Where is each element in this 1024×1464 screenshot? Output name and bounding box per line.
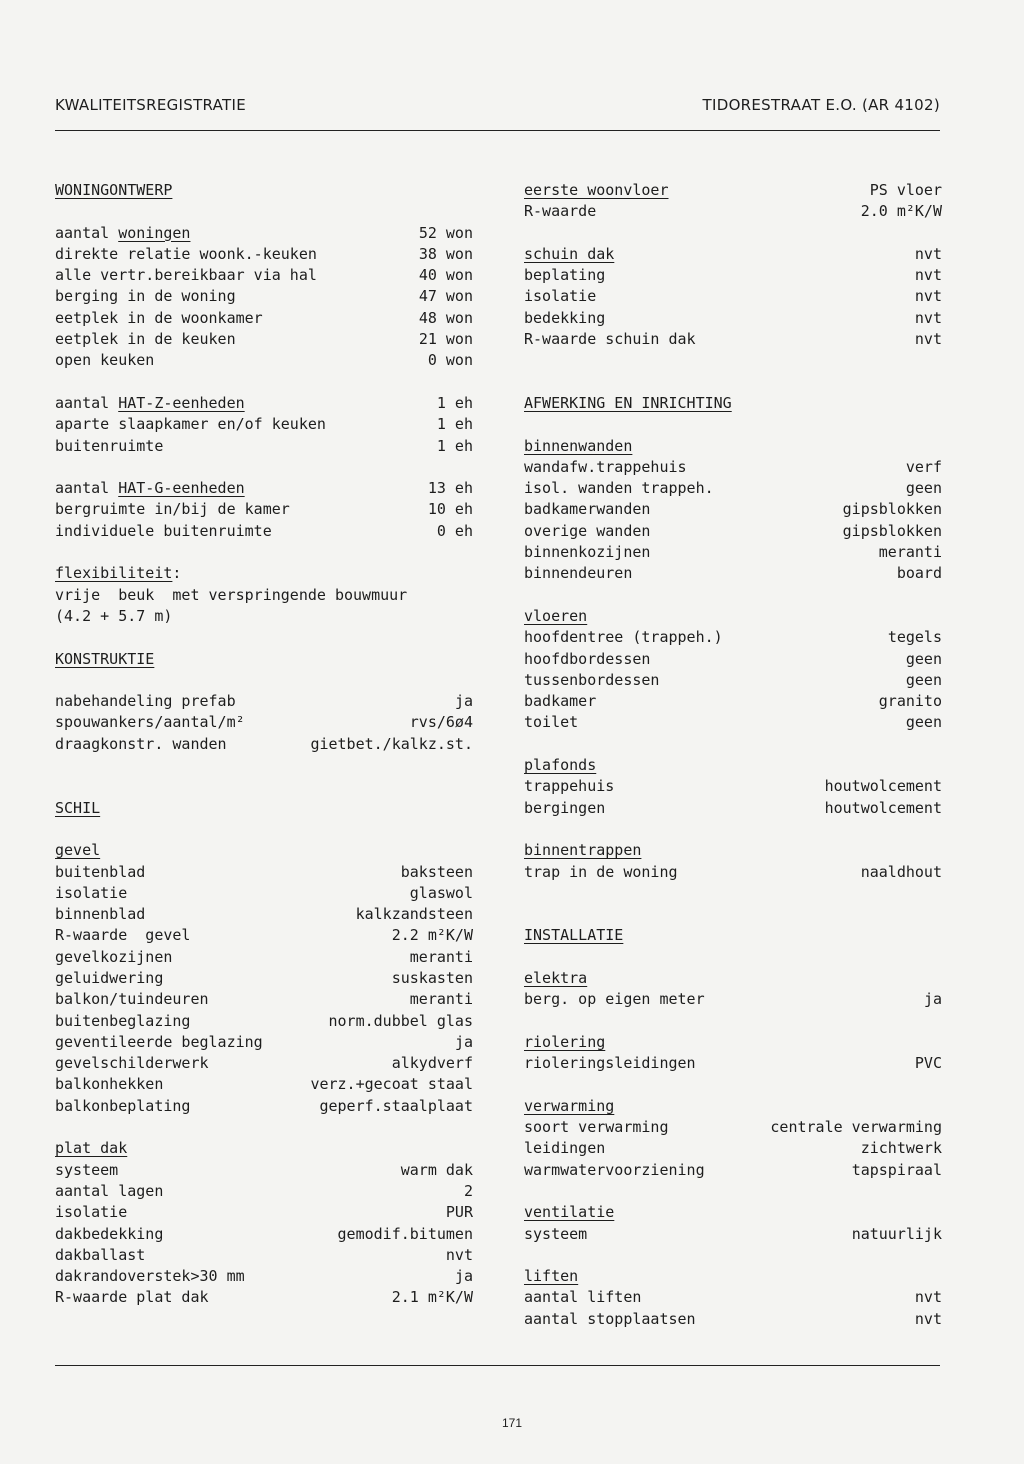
list-item: buitenruimte 1 eh [55, 436, 473, 455]
list-item: aantal lagen 2 [55, 1181, 473, 1200]
list-item: hoofdbordessen geen [524, 649, 942, 668]
list-item: rioleringsleidingen PVC [524, 1054, 942, 1073]
list-item: isol. wanden trappeh. geen [524, 479, 942, 498]
list-item: badkamer granito [524, 692, 942, 711]
list-item: aantal liften nvt [524, 1288, 942, 1307]
list-item: gevelschilderwerk alkydverf [55, 1054, 473, 1073]
list-item: tussenbordessen geen [524, 670, 942, 689]
list-item: binnenblad kalkzandsteen [55, 905, 473, 924]
section-title-schil: SCHIL [55, 798, 101, 817]
subsection-title-liften: liften [524, 1267, 579, 1286]
list-item: R-waarde 2.0 m²K/W [524, 202, 942, 221]
list-item: bergingen houtwolcement [524, 798, 942, 817]
list-item: berging in de woning 47 won [55, 287, 473, 306]
list-item: aantal HAT-Z-eenheden 1 eh [55, 393, 473, 412]
section-title-eerste-woonvloer: eerste woonvloer PS vloer [524, 181, 942, 199]
list-item: dakballast nvt [55, 1245, 473, 1264]
section-title-schuin-dak: schuin dak nvt [524, 244, 942, 263]
list-item: geventileerde beglazing ja [55, 1032, 473, 1051]
list-item: R-waarde gevel 2.2 m²K/W [55, 926, 473, 945]
subsection-title-plafonds: plafonds [524, 756, 597, 775]
list-item: eetplek in de keuken 21 won [55, 330, 473, 349]
bottom-rule [55, 1365, 940, 1366]
list-item: hoofdentree (trappeh.) tegels [524, 628, 942, 647]
list-item: R-waarde schuin dak nvt [524, 330, 942, 349]
list-item: systeem warm dak [55, 1160, 473, 1179]
flex-line-1: vrije beuk met verspringende bouwmuur [55, 585, 408, 604]
list-item: dakrandoverstek>30 mm ja [55, 1267, 473, 1286]
section-title-afwerking: AFWERKING EN INRICHTING [524, 393, 732, 412]
list-item: systeem natuurlijk [524, 1224, 942, 1243]
list-item: aantal HAT-G-eenheden 13 eh [55, 479, 473, 498]
subsection-title-binnentrappen: binnentrappen [524, 841, 642, 860]
subsection-title-vloeren: vloeren [524, 606, 588, 625]
subsection-title-plat-dak: plat dak [55, 1139, 128, 1158]
list-item: gevelkozijnen meranti [55, 947, 473, 966]
list-item: badkamerwanden gipsblokken [524, 500, 942, 519]
page-number: 171 [501, 1416, 523, 1430]
list-item: eetplek in de woonkamer 48 won [55, 308, 473, 327]
section-title-installatie: INSTALLATIE [524, 926, 624, 945]
subsection-title-riolering: riolering [524, 1032, 606, 1051]
subsection-title-gevel: gevel [55, 841, 101, 860]
list-item: beplating nvt [524, 266, 942, 285]
list-item: isolatie PUR [55, 1203, 473, 1222]
list-item: aparte slaapkamer en/of keuken 1 eh [55, 415, 473, 434]
list-item: balkon/tuindeuren meranti [55, 990, 473, 1009]
list-item: trappehuis houtwolcement [524, 777, 942, 796]
list-item: geluidwering suskasten [55, 968, 473, 987]
list-item: balkonhekken verz.+gecoat staal [55, 1075, 473, 1094]
list-item: aantal stopplaatsen nvt [524, 1309, 942, 1328]
list-item: dakbedekking gemodif.bitumen [55, 1224, 473, 1243]
list-item: wandafw.trappehuis verf [524, 457, 942, 476]
list-item: binnendeuren board [524, 564, 942, 583]
list-item: R-waarde plat dak 2.1 m²K/W [55, 1288, 473, 1307]
list-item: soort verwarming centrale verwarming [524, 1118, 942, 1137]
list-item: individuele buitenruimte 0 eh [55, 521, 473, 540]
list-item: leidingen zichtwerk [524, 1139, 942, 1158]
right-column [524, 180, 942, 1330]
top-rule [55, 130, 940, 131]
subsection-title-binnenwanden: binnenwanden [524, 436, 633, 455]
list-item: trap in de woning naaldhout [524, 862, 942, 881]
section-title-woningontwerp: WONINGONTWERP [55, 181, 173, 199]
list-item: bedekking nvt [524, 308, 942, 327]
subsection-title-ventilatie: ventilatie [524, 1203, 615, 1222]
left-column [55, 180, 473, 1309]
list-item: nabehandeling prefab ja [55, 692, 473, 711]
list-item: overige wanden gipsblokken [524, 521, 942, 540]
list-item: isolatie nvt [524, 287, 942, 306]
list-item: open keuken 0 won [55, 351, 473, 370]
flex-line-2: (4.2 + 5.7 m) [55, 606, 173, 625]
subsection-title-elektra: elektra [524, 968, 588, 987]
section-title-konstruktie: KONSTRUKTIE [55, 649, 155, 668]
list-item: direkte relatie woonk.-keuken 38 won [55, 244, 473, 263]
header-right: TIDORESTRAAT E.O. (AR 4102) [702, 96, 940, 114]
list-item: buitenblad baksteen [55, 862, 473, 881]
list-item: balkonbeplating geperf.staalplaat [55, 1096, 473, 1115]
list-item: binnenkozijnen meranti [524, 543, 942, 562]
list-item: buitenbeglazing norm.dubbel glas [55, 1011, 473, 1030]
subsection-title-verwarming: verwarming [524, 1096, 615, 1115]
list-item: warmwatervoorziening tapspiraal [524, 1160, 942, 1179]
list-item: toilet geen [524, 713, 942, 732]
header-left: KWALITEITSREGISTRATIE [55, 96, 247, 114]
list-item: berg. op eigen meter ja [524, 990, 942, 1009]
list-item: bergruimte in/bij de kamer 10 eh [55, 500, 473, 519]
list-item: isolatie glaswol [55, 883, 473, 902]
list-item: draagkonstr. wanden gietbet./kalkz.st. [55, 734, 473, 753]
list-item: aantal woningen 52 won [55, 223, 473, 242]
list-item: spouwankers/aantal/m² rvs/6ø4 [55, 713, 473, 732]
section-title-flexibiliteit: flexibiliteit: [55, 564, 182, 583]
list-item: alle vertr.bereikbaar via hal 40 won [55, 266, 473, 285]
